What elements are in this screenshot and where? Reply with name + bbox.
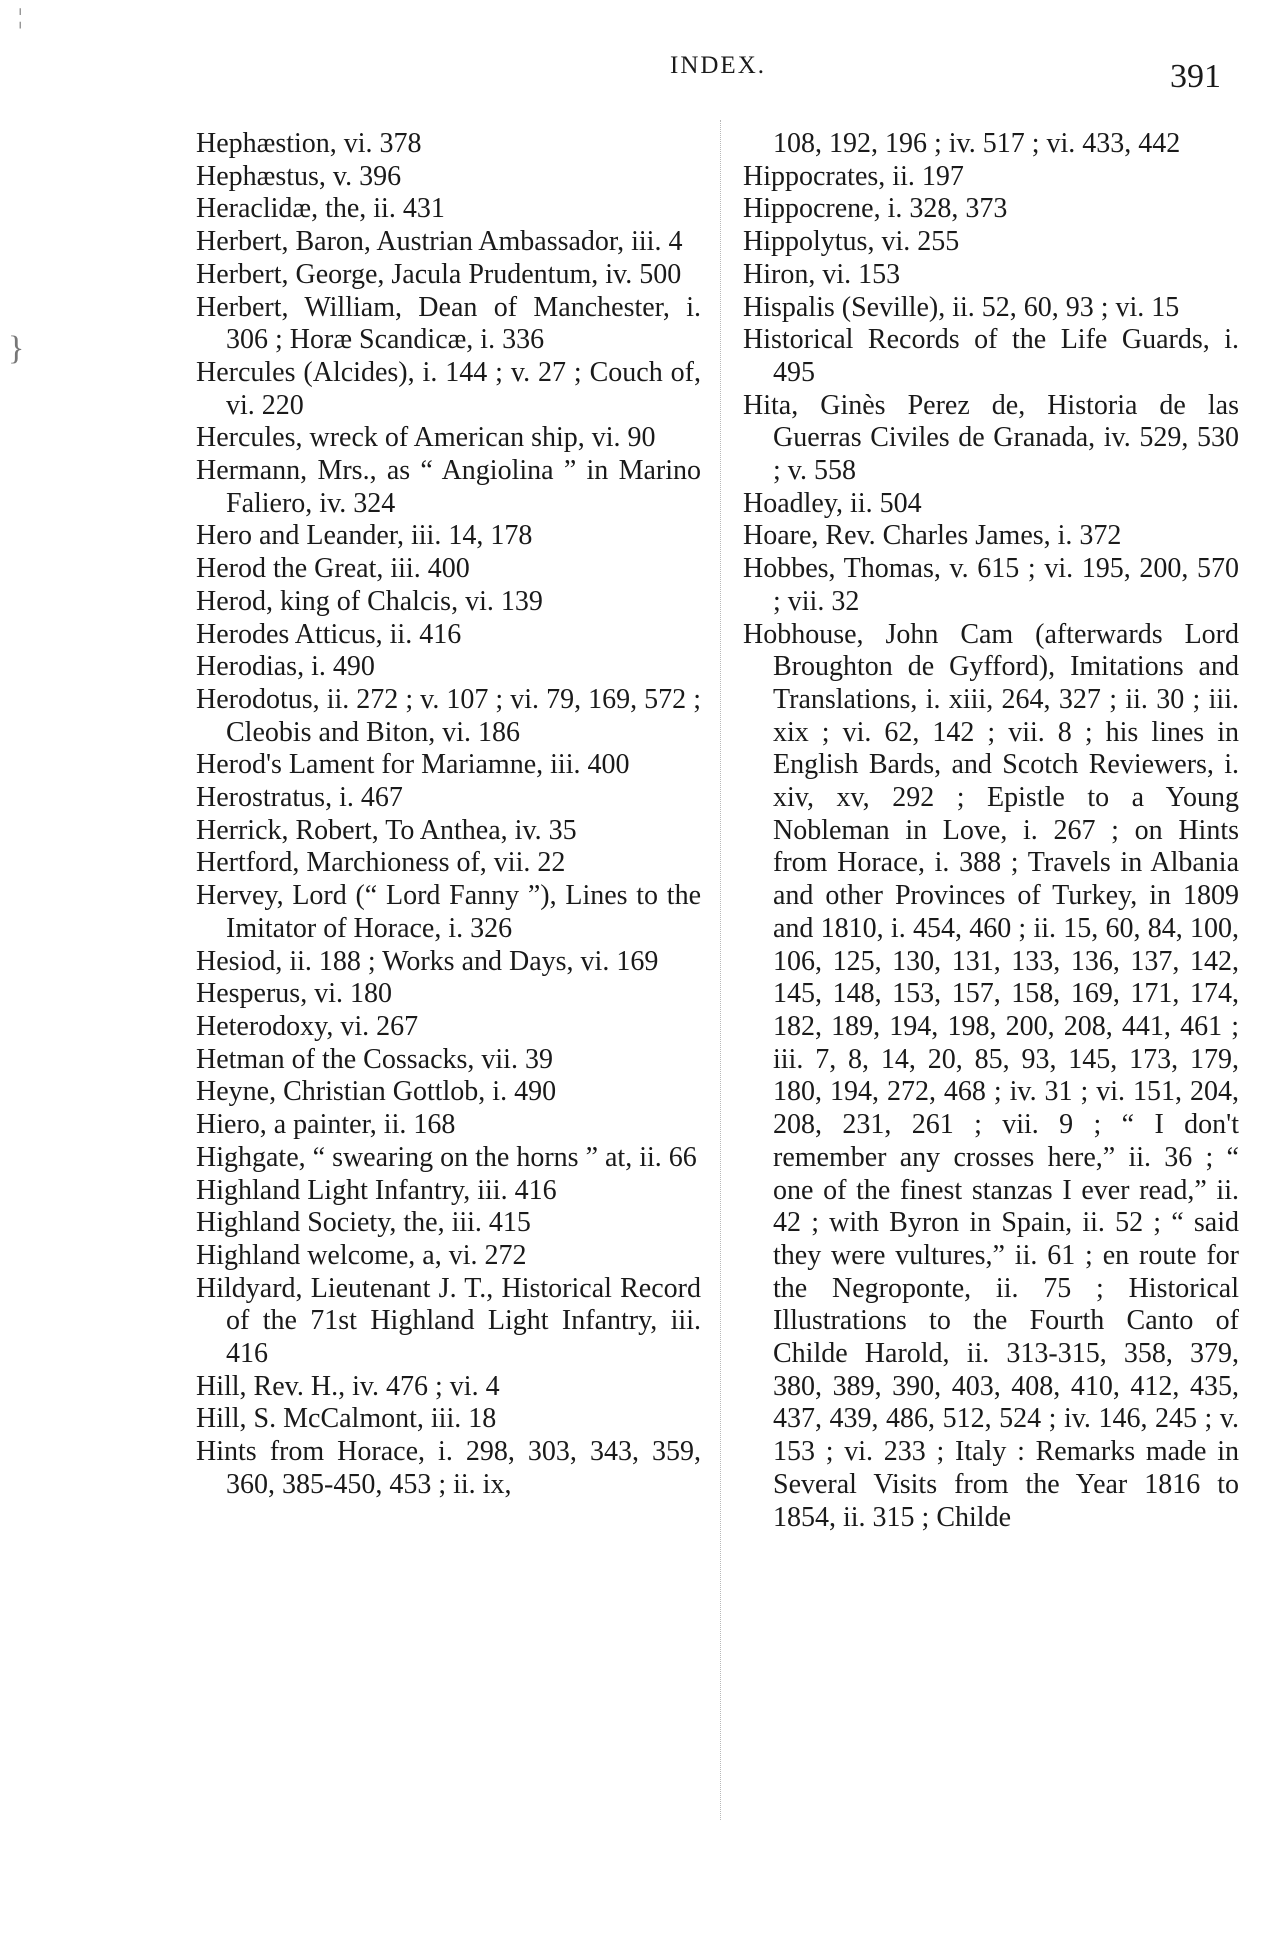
running-head: INDEX. xyxy=(670,52,767,79)
index-entry: Hita, Ginès Perez de, Historia de las Guerras Civiles de Granada, iv. 529, 530 ; v. 558 xyxy=(743,389,1239,487)
index-entry: Heterodoxy, vi. 267 xyxy=(196,1010,419,1042)
index-entry: Hippolytus, vi. 255 xyxy=(743,226,960,258)
index-entry: Herod, king of Chalcis, vi. 139 xyxy=(196,585,543,617)
index-entry: Hoare, Rev. Charles James, i. 372 xyxy=(743,520,1122,552)
index-entry: Heyne, Christian Gottlob, i. 490 xyxy=(196,1076,557,1108)
index-entry: Hetman of the Cossacks, vii. 39 xyxy=(196,1043,553,1075)
index-entry: Highgate, “ swearing on the horns ” at, ii. 66 xyxy=(196,1141,697,1173)
index-entry: Hercules (Alcides), i. 144 ; v. 27 ; Couch of, vi. 220 xyxy=(196,356,701,421)
index-entry: Hertford, Marchioness of, vii. 22 xyxy=(196,847,566,879)
index-entry: Hildyard, Lieutenant J. T., Historical Record of the 71st Highland Light Infantry, iii. 416 xyxy=(196,1272,701,1370)
index-entry: Hesiod, ii. 188 ; Works and Days, vi. 169 xyxy=(196,945,659,977)
index-entry: Herrick, Robert, To Anthea, iv. 35 xyxy=(196,814,577,846)
left-column xyxy=(196,128,701,1502)
index-entry: Hippocrates, ii. 197 xyxy=(743,160,964,192)
margin-mark: ¦ xyxy=(18,4,23,29)
index-entry: Hoadley, ii. 504 xyxy=(743,487,922,519)
index-entry: Hercules, wreck of American ship, vi. 90 xyxy=(196,422,656,454)
index-entry: Hill, Rev. H., iv. 476 ; vi. 4 xyxy=(196,1370,500,1402)
index-entry: Herostratus, i. 467 xyxy=(196,782,403,814)
index-entry: Highland welcome, a, vi. 272 xyxy=(196,1239,527,1271)
index-entry: Highland Light Infantry, iii. 416 xyxy=(196,1174,557,1206)
right-column xyxy=(743,128,1239,1534)
index-entry: Hephæstion, vi. 378 xyxy=(196,128,422,159)
index-entry: Historical Records of the Life Guards, i. 495 xyxy=(743,324,1239,388)
index-entry: Herbert, Baron, Austrian Ambassador, iii. 4 xyxy=(196,226,683,258)
index-entry: Hervey, Lord (“ Lord Fanny ”), Lines to the Imitator of Horace, i. 326 xyxy=(196,880,701,944)
column-divider xyxy=(720,120,721,1820)
index-entry: Herbert, William, Dean of Manchester, i. 306 ; Horæ Scandicæ, i. 336 xyxy=(196,291,701,356)
index-entry: Hill, S. McCalmont, iii. 18 xyxy=(196,1403,497,1435)
index-entry: Hobbes, Thomas, v. 615 ; vi. 195, 200, 570 ; vii. 32 xyxy=(743,553,1239,617)
index-entry: Hiero, a painter, ii. 168 xyxy=(196,1109,456,1141)
index-entry: Hermann, Mrs., as “ Angiolina ” in Marino Faliero, iv. 324 xyxy=(196,455,701,519)
page-number: 391 xyxy=(1170,58,1221,95)
index-entry: Herbert, George, Jacula Prudentum, iv. 500 xyxy=(196,258,682,290)
index-entry: Hispalis (Seville), ii. 52, 60, 93 ; vi. 15 xyxy=(743,291,1180,323)
index-entry-continuation: 108, 192, 196 ; iv. 517 ; vi. 433, 442 xyxy=(773,128,1181,159)
index-entry: Herodotus, ii. 272 ; v. 107 ; vi. 79, 169, 572 ; Cleobis and Biton, vi. 186 xyxy=(196,683,701,748)
index-entry: Highland Society, the, iii. 415 xyxy=(196,1207,531,1239)
index-entry: Hiron, vi. 153 xyxy=(743,258,901,290)
index-entry: Herod's Lament for Mariamne, iii. 400 xyxy=(196,749,630,781)
index-entry: Hobhouse, John Cam (afterwards Lord Broughton de Gyfford), Imitations and Translations, i. xiii, 264, 327 ; ii. 30 ; iii. xix ; vi. 62, 142 ; vii. 8 ; his lines in English Bards, and Scotch Reviewers, i. xiv, xv, 292 ; Epistle to a Young Nobleman in Love, i. 267 ; on Hints from Horace, i. 388 ; Travels in Albania and other Provinces of Turkey, in 1809 and 1810, i. 454, 460 ; ii. 15, 60, 84, 100, 106, 125, 130, 131, 133, 136, 137, 142, 145, 148, 153, 157, 158, 169, 171, 174, 182, 189, 194, 198, 200, 208, 441, 461 ; iii. 7, 8, 14, 20, 85, 93, 145, 173, 179, 180, 194, 272, 468 ; iv. 31 ; vi. 151, 204, 208, 231, 261 ; vii. 9 ; “ I don't remember any crosses here,” ii. 36 ; “ one of the finest stanzas I ever read,” ii. 42 ; with Byron in Spain, ii. 52 ; “ said they were vultures,” ii. 61 ; en route for the Negroponte, ii. 75 ; Historical Illustrations to the Fourth Canto of Childe Harold, ii. 313-315, 358, 379, 380, 389, 390, 403, 408, 410, 412, 435, 437, 439, 486, 512, 524 ; iv. 146, 245 ; v. 153 ; vi. 233 ; Italy : Remarks made in Several Visits from the Year 1816 to 1854, ii. 315 ; Childe xyxy=(743,618,1239,1533)
index-entry: Heraclidæ, the, ii. 431 xyxy=(196,193,445,225)
index-entry: Hesperus, vi. 180 xyxy=(196,978,392,1010)
index-entry: Herodes Atticus, ii. 416 xyxy=(196,618,462,650)
index-entry: Hints from Horace, i. 298, 303, 343, 359, 360, 385-450, 453 ; ii. ix, xyxy=(196,1436,701,1500)
margin-mark: } xyxy=(8,330,25,367)
index-entry: Hero and Leander, iii. 14, 178 xyxy=(196,520,533,552)
index-entry: Hephæstus, v. 396 xyxy=(196,160,402,192)
index-entry: Hippocrene, i. 328, 373 xyxy=(743,193,1008,225)
index-entry: Herodias, i. 490 xyxy=(196,651,375,683)
index-entry: Herod the Great, iii. 400 xyxy=(196,553,470,585)
